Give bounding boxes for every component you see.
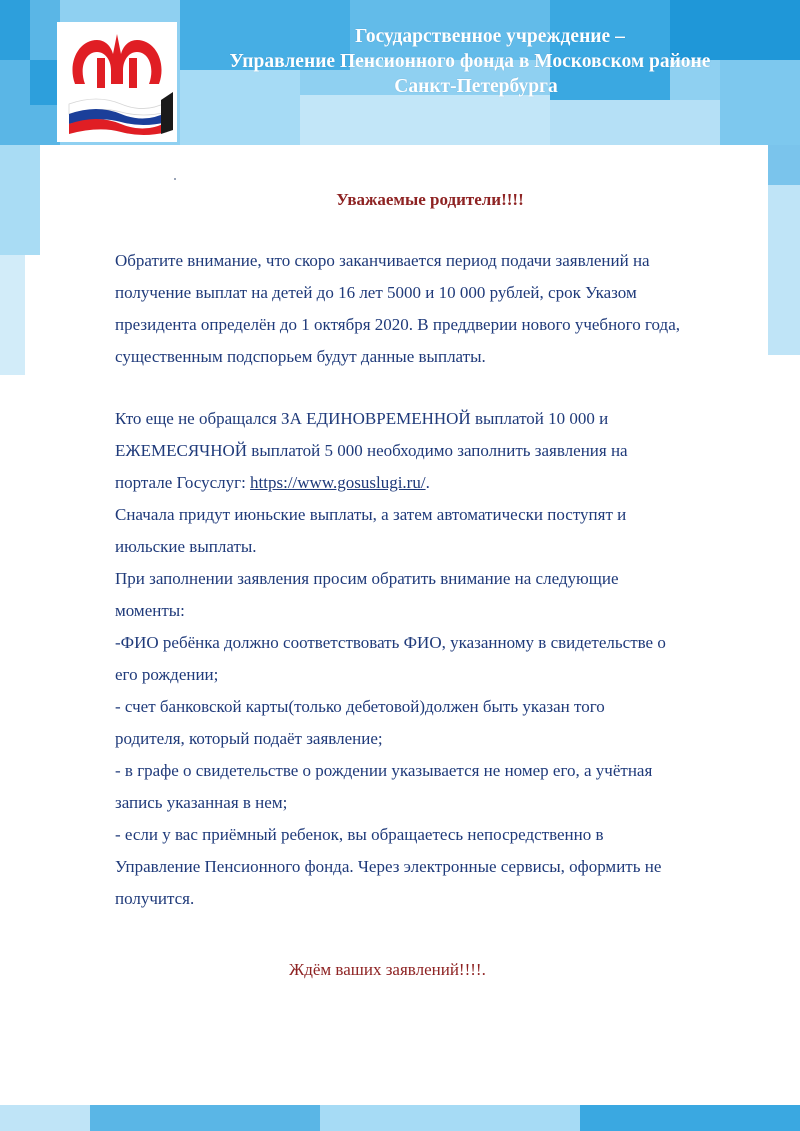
footer-tile [90, 1105, 320, 1131]
footer-banner [0, 1105, 800, 1131]
paragraph-line: получится. [115, 889, 195, 908]
footer-tile [580, 1105, 800, 1131]
letter-closing: Ждём ваших заявлений!!!!. [289, 960, 486, 979]
institution-title-line: Санкт-Петербурга [394, 76, 558, 97]
paragraph-line: июльские выплаты. [115, 537, 257, 556]
letter-greeting [0, 190, 800, 210]
side-tile [768, 145, 800, 185]
paragraph-line: Сначала придут июньские выплаты, а затем автоматически поступят и [115, 505, 627, 524]
paragraph-line: ЕЖЕМЕСЯЧНОЙ выплатой 5 000 необходимо заполнить заявления на [115, 441, 628, 460]
paragraph-line: существенным подспорьем будут данные выплаты. [115, 347, 486, 366]
paragraph-line: запись указанная в нем; [115, 793, 288, 812]
link-prefix: порталe Госуслуг: [115, 473, 251, 492]
institution-title [190, 24, 750, 99]
side-tile [768, 185, 800, 355]
footer-tile [320, 1105, 580, 1131]
paragraph-intro [115, 245, 755, 373]
footer-tile [0, 1105, 90, 1131]
paragraph-line: - счет банковской карты(только дебетовой)должен быть указан того [115, 697, 605, 716]
paragraph-instructions [115, 403, 755, 915]
greeting-text: Уважаемые родители!!!! [336, 190, 524, 209]
paragraph-line: - если у вас приёмный ребенок, вы обращаетесь непосредственно в [115, 825, 604, 844]
paragraph-line: родителя, который подаёт заявление; [115, 729, 383, 748]
header-tile [550, 100, 720, 145]
gosuslugi-link[interactable]: https://www.gosuslugi.ru/ [250, 473, 426, 492]
header-tile [0, 0, 30, 60]
paragraph-line: -ФИО ребёнка должно соответствовать ФИО, указанному в свидетельстве о [115, 633, 666, 652]
institution-title-line: Управление Пенсионного фонда в Московском районе [229, 51, 711, 72]
institution-title-line: Государственное учреждение – [355, 26, 625, 47]
side-tile [0, 255, 25, 375]
paragraph-line: - в графе о свидетельстве о рождении указывается не номер его, а учётная [115, 761, 653, 780]
paragraph-line: Обратите внимание, что скоро заканчивается период подачи заявлений на [115, 251, 650, 270]
header-tile [300, 95, 550, 145]
link-suffix: . [425, 473, 430, 492]
paragraph-line-with-link [115, 467, 755, 499]
pfr-logo-graphic [57, 22, 177, 142]
paragraph-line: его рождении; [115, 665, 219, 684]
paragraph-line: моменты: [115, 601, 185, 620]
pfr-logo-icon [57, 22, 177, 142]
stray-mark [174, 178, 176, 180]
paragraph-line: получение выплат на детей до 16 лет 5000 и 10 000 рублей, срок Указом [115, 283, 637, 302]
paragraph-line: Кто еще не обращался ЗА ЕДИНОВРЕМЕННОЙ выплатой 10 000 и [115, 409, 609, 428]
paragraph-line: президента определён до 1 октября 2020. В преддверии нового учебного года, [115, 315, 680, 334]
paragraph-line: Управление Пенсионного фонда. Через электронные сервисы, оформить не [115, 857, 662, 876]
header-tile [30, 60, 60, 105]
paragraph-line: При заполнении заявления просим обратить внимание на следующие [115, 569, 619, 588]
